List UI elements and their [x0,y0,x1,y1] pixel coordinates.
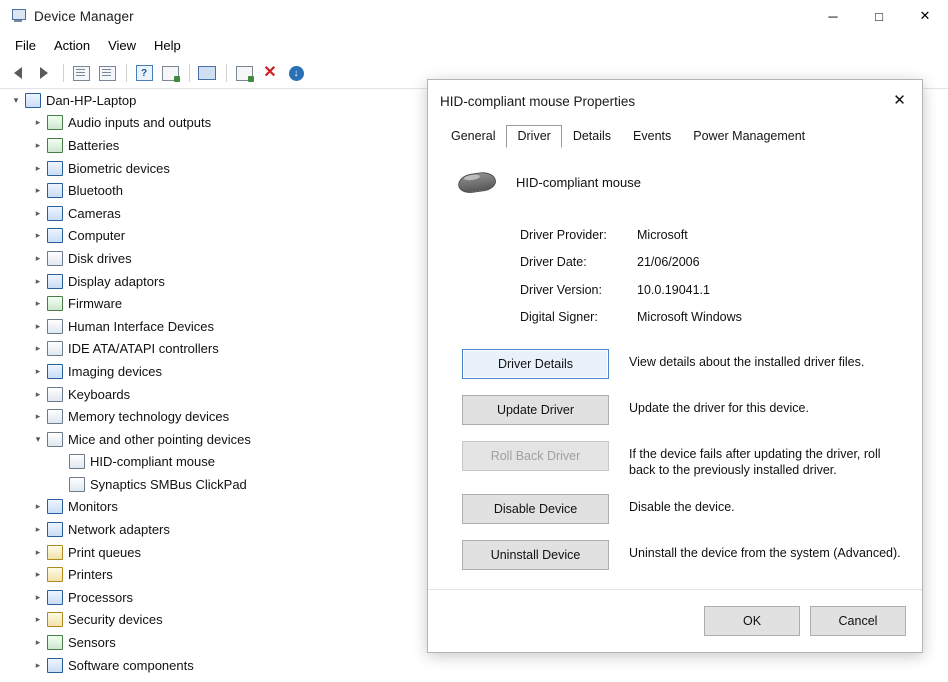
dialog-footer [428,589,922,652]
update-driver-button[interactable] [158,61,182,85]
info-row-date [520,249,906,277]
window-controls [810,0,948,32]
chevron-right-icon[interactable]: ▸ [35,343,41,354]
dialog-body [428,147,922,589]
tree-item-label: Batteries [68,137,120,153]
enable-device-icon [236,66,253,81]
arrow-left-icon [14,67,22,79]
tree-item-label: Biometric devices [68,160,170,176]
processor-icon [46,589,63,605]
menu-file[interactable]: File [15,37,36,53]
tree-item-label: Sensors [68,635,116,651]
ok-button[interactable]: OK [704,606,800,636]
toolbar-separator-4 [226,64,227,82]
tree-item-label: Printers [68,567,113,583]
update-driver-icon [162,66,179,81]
tree-item[interactable] [0,654,948,677]
chevron-right-icon[interactable]: ▸ [35,501,41,512]
battery-icon [46,137,63,153]
device-name: HID-compliant mouse [516,174,641,190]
firmware-icon [46,296,63,312]
tab-details[interactable]: Details [572,129,612,143]
update-driver-description: Update the driver for this device. [629,401,809,415]
computer-icon [46,228,63,244]
roll-back-driver-button: Roll Back Driver [462,441,609,471]
memory-icon [46,409,63,425]
tab-driver[interactable]: Driver [506,125,561,148]
tree-item-label: Synaptics SMBus ClickPad [90,476,247,492]
chevron-right-icon[interactable]: ▸ [35,298,41,309]
arrow-right-icon [40,67,48,79]
network-icon [46,522,63,538]
help-icon: ? [136,65,153,81]
tab-general[interactable]: General [451,129,496,143]
tree-item-label: Network adapters [68,522,170,538]
chevron-right-icon[interactable]: ▸ [35,614,41,625]
driver-details-description: View details about the installed driver files. [629,355,865,369]
mouse-icon [454,165,498,199]
cancel-button[interactable]: Cancel [810,606,906,636]
chevron-right-icon[interactable]: ▸ [35,637,41,648]
chevron-right-icon[interactable]: ▸ [35,252,41,263]
toolbar-separator-2 [126,64,127,82]
roll-back-driver-description: If the device fails after updating the driver, roll back to the previously installed driver. [629,447,881,477]
computer-icon [24,92,41,108]
chevron-right-icon[interactable]: ▸ [35,185,41,196]
chevron-right-icon[interactable]: ▸ [35,524,41,535]
tree-item-label: Print queues [68,544,141,560]
driver-version-label: Driver Version: [520,282,602,297]
properties-button[interactable] [69,61,93,85]
action-roll-back-driver [444,441,906,478]
driver-provider-value: Microsoft [637,227,688,242]
action-driver-details [444,349,906,379]
tree-item-label: HID-compliant mouse [90,454,215,470]
tree-item-label: Firmware [68,296,123,312]
driver-actions [444,349,906,570]
action-uninstall-device [444,540,906,570]
dialog-title: HID-compliant mouse Properties [440,94,636,109]
chevron-right-icon[interactable]: ▸ [35,162,41,173]
red-x-icon: ✕ [263,64,277,81]
tab-power-management[interactable]: Power Management [693,129,806,143]
back-button[interactable] [6,61,30,85]
tree-item-label: Audio inputs and outputs [68,115,212,131]
chevron-down-icon[interactable]: ▾ [35,433,41,444]
menu-action[interactable]: Action [53,37,91,53]
scan-hardware-button[interactable] [195,61,219,85]
audio-icon [46,115,63,131]
chevron-right-icon[interactable]: ▸ [35,659,41,670]
chevron-down-icon[interactable]: ▾ [13,94,19,105]
dialog-close-button[interactable]: ✕ [893,92,906,109]
printer-icon [46,544,63,560]
chevron-right-icon[interactable]: ▸ [35,320,41,331]
tree-item-label: Display adaptors [68,273,165,289]
driver-properties-dialog [427,79,923,653]
chevron-right-icon[interactable]: ▸ [35,546,41,557]
chevron-right-icon[interactable]: ▸ [35,388,41,399]
digital-signer-value: Microsoft Windows [637,310,742,325]
mouse-icon [68,454,85,470]
driver-provider-label: Driver Provider: [520,227,607,242]
tree-item-label: Monitors [68,499,118,515]
disable-device-description: Disable the device. [629,500,735,514]
driver-date-label: Driver Date: [520,255,587,270]
tree-root-label: Dan-HP-Laptop [46,92,137,108]
tree-item-label: Bluetooth [68,183,123,199]
tree-item-label: Keyboards [68,386,131,402]
monitor-icon [198,66,216,80]
tree-item-label: Cameras [68,205,121,221]
tree-item-label: Processors [68,589,134,605]
sensor-icon [46,635,63,651]
imaging-icon [46,363,63,379]
download-icon: ↓ [289,66,304,81]
uninstall-device-button[interactable] [258,61,282,85]
driver-details-button[interactable]: Driver Details [462,349,609,379]
menu-view[interactable]: View [108,37,137,53]
biometric-icon [46,160,63,176]
driver-version-value: 10.0.19041.1 [637,282,710,297]
chevron-right-icon[interactable]: ▸ [35,591,41,602]
action-disable-device [444,494,906,524]
tab-events[interactable]: Events [633,129,672,143]
mouse-icon [46,431,63,447]
uninstall-device-button[interactable]: Uninstall Device [462,540,609,570]
chevron-right-icon[interactable]: ▸ [35,139,41,150]
monitor-icon [46,499,63,515]
dialog-tabs [428,123,922,147]
chevron-right-icon[interactable]: ▸ [35,365,41,376]
help-button[interactable] [132,61,156,85]
driver-info-grid [520,221,906,331]
tree-item-label: IDE ATA/ATAPI controllers [68,341,219,357]
tree-item-label: Imaging devices [68,363,162,379]
chevron-right-icon[interactable]: ▸ [35,230,41,241]
printer-icon [46,567,63,583]
tree-item-label: Mice and other pointing devices [68,431,251,447]
window-icon [99,66,116,81]
ide-icon [46,341,63,357]
update-driver-button[interactable]: Update Driver [462,395,609,425]
device-manager-icon [10,8,26,24]
security-icon [46,612,63,628]
action-update-driver [444,395,906,425]
chevron-right-icon[interactable]: ▸ [35,117,41,128]
enable-device-button[interactable] [232,61,256,85]
tree-item-label: Software components [68,657,194,673]
forward-button[interactable] [32,61,56,85]
display-icon [46,273,63,289]
menu-help[interactable]: Help [154,37,181,53]
minimize-button[interactable]: ─ [828,8,838,24]
disable-device-button[interactable]: Disable Device [462,494,609,524]
hid-icon [46,318,63,334]
info-row-version [520,276,906,304]
uninstall-device-description: Uninstall the device from the system (Advanced). [629,546,901,560]
chevron-right-icon[interactable]: ▸ [35,569,41,580]
device-header [454,165,906,199]
tree-item-label: Security devices [68,612,163,628]
bluetooth-icon [46,183,63,199]
chevron-right-icon[interactable]: ▸ [35,411,41,422]
toolbar-separator-3 [189,64,190,82]
info-row-provider [520,221,906,249]
keyboard-icon [46,386,63,402]
chevron-right-icon[interactable]: ▸ [35,207,41,218]
camera-icon [46,205,63,221]
software-icon [46,657,63,673]
download-button[interactable] [284,61,308,85]
close-button[interactable]: ✕ [919,8,931,23]
info-row-signer [520,304,906,332]
properties-icon [73,66,90,81]
tree-item-label: Memory technology devices [68,409,230,425]
tree-item-label: Disk drives [68,250,132,266]
driver-date-value: 21/06/2006 [637,255,700,270]
disk-icon [46,250,63,266]
digital-signer-label: Digital Signer: [520,310,598,325]
view-button[interactable] [95,61,119,85]
tree-item-label: Human Interface Devices [68,318,214,334]
window-title: Device Manager [34,8,134,24]
menu-bar [0,32,948,58]
maximize-button[interactable]: □ [875,8,883,24]
dialog-titlebar [428,80,922,123]
chevron-right-icon[interactable]: ▸ [35,275,41,286]
mouse-icon [68,476,85,492]
toolbar-separator [63,64,64,82]
window-titlebar [0,0,948,32]
tree-item-label: Computer [68,228,126,244]
